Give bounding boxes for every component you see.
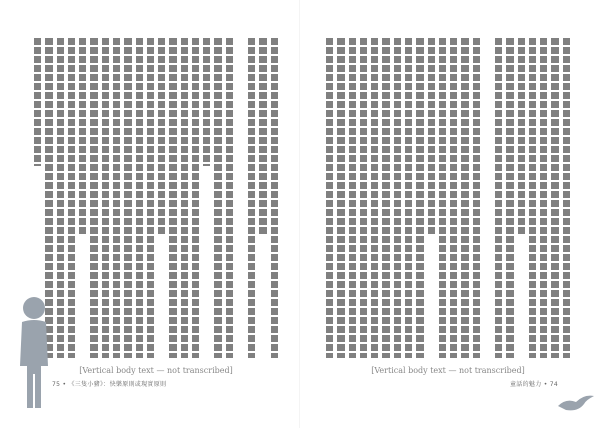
left-body-text (34, 38, 278, 358)
bird-silhouette-icon (556, 392, 596, 414)
right-page (300, 0, 600, 428)
right-page-note: [Vertical body text — not transcribed] (371, 366, 525, 375)
child-silhouette-icon (14, 292, 54, 412)
right-page-footer: 童話的魅力 • 74 (510, 381, 558, 388)
left-page-note: [Vertical body text — not transcribed] (79, 366, 233, 375)
left-page-footer: 75 • 《三隻小豬》：快樂原則或現實原則 (52, 381, 167, 388)
right-body-text (326, 38, 570, 358)
